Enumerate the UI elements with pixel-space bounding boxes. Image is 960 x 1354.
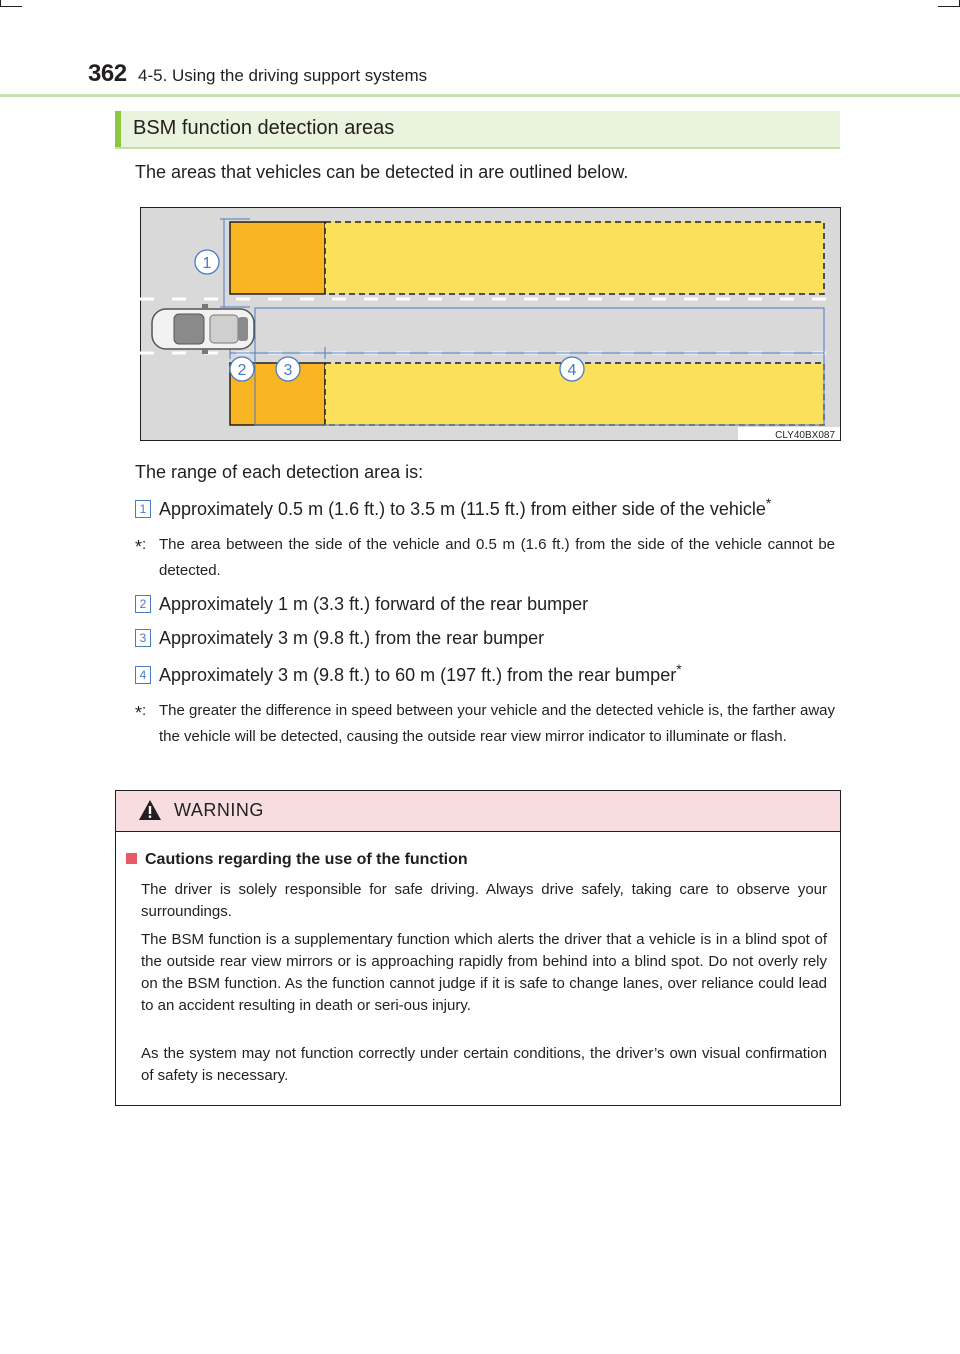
section-title-bar <box>115 111 840 149</box>
item-number-badge: 4 <box>135 666 151 684</box>
item-text: Approximately 3 m (9.8 ft.) to 60 m (197 ft.) from the rear bumper <box>159 665 677 685</box>
footnote-star: * <box>676 661 682 677</box>
intro-text: The areas that vehicles can be detected in are outlined below. <box>135 162 629 182</box>
item-text: Approximately 1 m (3.3 ft.) forward of the rear bumper <box>159 594 589 614</box>
footnote-2: *: The greater the difference in speed between your vehicle and the detected vehicle is, the farther away the vehicle will be detected, causing the outside rear view mirror indicator to illuminate or flash. <box>135 698 835 750</box>
header-rule <box>0 94 960 97</box>
svg-text:3: 3 <box>283 362 293 379</box>
footnote-text: The area between the side of the vehicle and 0.5 m (1.6 ft.) from the side of the vehicle cannot be detected. <box>159 536 835 579</box>
page-header <box>0 0 960 100</box>
page-number: 362 <box>88 60 127 87</box>
svg-text:2: 2 <box>237 362 247 379</box>
figure-code: CLY40BX087 <box>775 430 835 441</box>
item-number-badge: 1 <box>135 500 151 518</box>
callout-1 <box>195 250 219 274</box>
callout-3 <box>276 357 300 381</box>
footnote-mark: * <box>135 703 143 723</box>
svg-text:4: 4 <box>567 362 577 379</box>
range-intro: The range of each detection area is: <box>135 462 424 482</box>
warning-paragraph: The BSM function is a supplementary function which alerts the driver that a vehicle is in a blind spot of the outside rear view mirrors or is approaching rapidly from behind into a blind spot. Do not overly rely on the BSM function. As the function cannot judge if it is safe to change lanes, over reliance could lead to an accident resulting in death or seri-ous injury. <box>141 931 827 1014</box>
detection-area-diagram <box>140 207 841 441</box>
callout-4 <box>560 357 584 381</box>
item-number-badge: 3 <box>135 629 151 647</box>
item-number-badge: 2 <box>135 595 151 613</box>
zone-far-left <box>325 222 824 294</box>
warning-paragraph: The driver is solely responsible for safe driving. Always drive safely, taking care to observe your surroundings. <box>141 881 827 920</box>
callout-2 <box>230 357 254 381</box>
car-icon <box>152 304 254 354</box>
footnote-1: *: The area between the side of the vehicle and 0.5 m (1.6 ft.) from the side of the vehicle cannot be detected. <box>135 532 835 584</box>
warning-triangle-icon <box>138 799 162 821</box>
warning-box <box>115 790 841 1106</box>
footnote-mark: * <box>135 537 143 557</box>
footnote-star: * <box>765 495 772 511</box>
zone-near-left <box>230 222 325 294</box>
svg-text:1: 1 <box>202 255 212 272</box>
warning-paragraph: As the system may not function correctly under certain conditions, the driver’s own visual confirmation of safety is necessary. <box>141 1045 827 1084</box>
section-accent <box>115 111 121 147</box>
section-title: BSM function detection areas <box>133 117 395 139</box>
item-text: Approximately 0.5 m (1.6 ft.) to 3.5 m (11.5 ft.) from either side of the vehicle <box>159 499 766 519</box>
section-label: 4-5. Using the driving support systems <box>138 66 428 85</box>
warning-title: WARNING <box>174 800 264 820</box>
square-bullet-icon <box>126 853 137 864</box>
footnote-text: The greater the difference in speed between your vehicle and the detected vehicle is, the farther away the vehicle will be detected, causing the outside rear view mirror indicator to illuminate or flash. <box>159 702 835 745</box>
caution-heading: Cautions regarding the use of the function <box>126 851 468 869</box>
warning-header <box>116 791 840 832</box>
item-text: Approximately 3 m (9.8 ft.) from the rear bumper <box>159 628 545 648</box>
